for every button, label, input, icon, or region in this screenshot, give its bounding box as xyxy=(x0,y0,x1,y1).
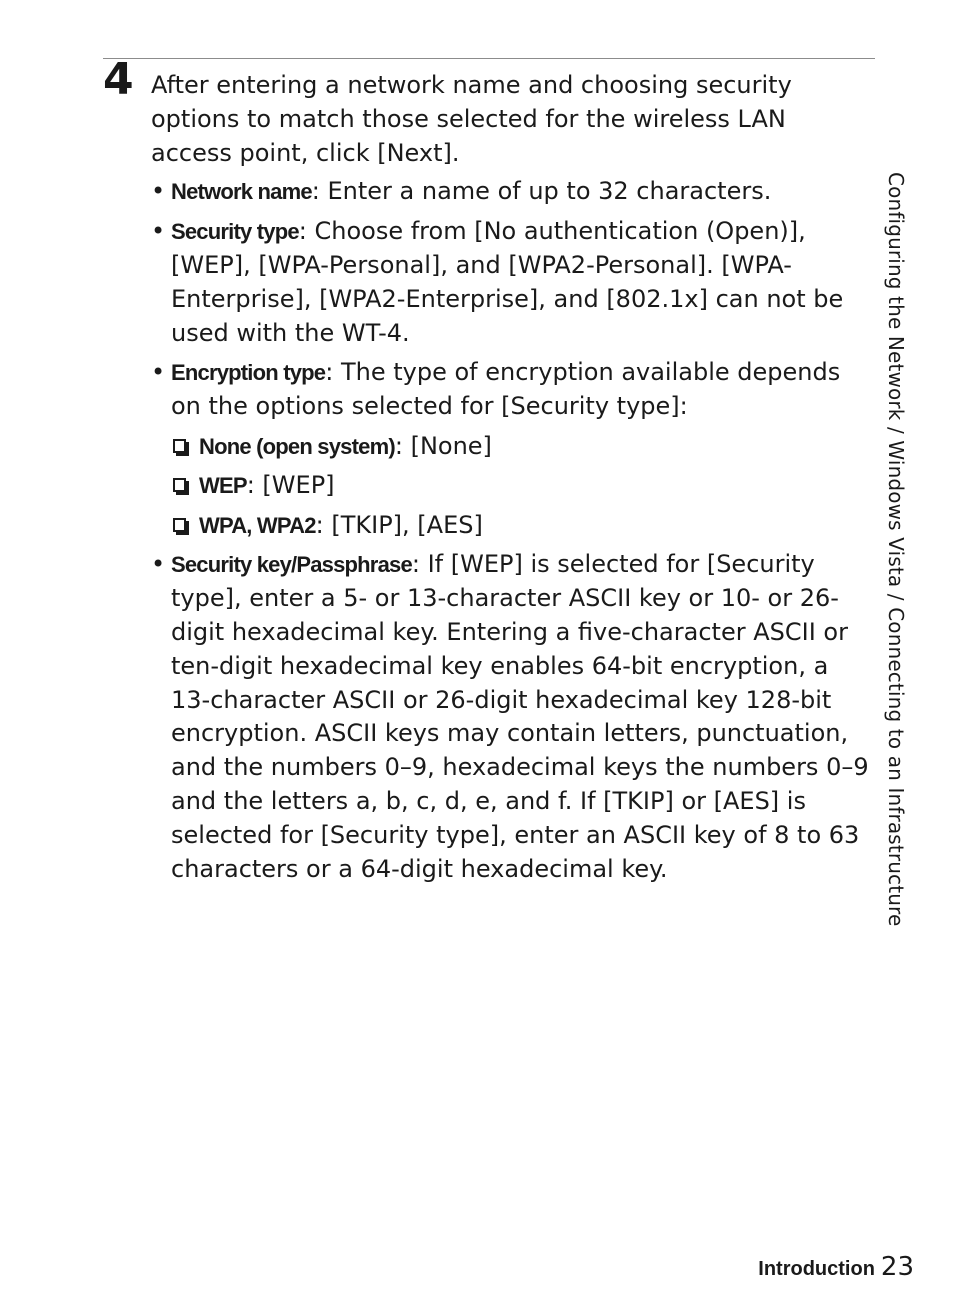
list-item-security-type xyxy=(151,215,873,350)
bullet-icon: • xyxy=(151,358,166,387)
checkbox-icon xyxy=(173,439,186,453)
header-rule xyxy=(103,58,875,59)
checkbox-icon xyxy=(173,478,186,492)
bullet-icon: • xyxy=(151,217,166,246)
option-term-wpa: WPA, WPA2 xyxy=(199,512,316,538)
bullet-icon: • xyxy=(151,177,166,206)
option-desc-wep: : [WEP] xyxy=(246,471,335,500)
step-content xyxy=(151,69,873,892)
list-item-encryption-type xyxy=(151,356,873,542)
page-number: 23 xyxy=(880,1252,914,1282)
option-wep xyxy=(171,469,873,503)
footer-section: Introduction xyxy=(758,1258,875,1280)
desc-encryption-type: : The type of encryption available depends on the options selected for [Security type]: xyxy=(171,358,841,421)
option-none xyxy=(171,430,873,464)
list-item-network-name xyxy=(151,175,873,209)
option-wpa xyxy=(171,509,873,543)
encryption-options-list xyxy=(171,430,873,542)
desc-security-type: : Choose from [No authentication (Open)], [WEP], [WPA-Personal], and [WPA2-Personal]. [WPA-Enterprise], [WPA2-Enterprise], and [802.1x] can not be used with the WT-4. xyxy=(171,217,844,347)
term-network-name: Network name xyxy=(171,179,312,205)
list-item-security-key xyxy=(151,548,873,886)
step-number: 4 xyxy=(103,54,134,105)
bullet-icon: • xyxy=(151,550,166,579)
desc-security-key: : If [WEP] is selected for [Security type], enter a 5- or 13-character ASCII key or 10- or 26-digit hexadecimal key. Entering a five-character ASCII or ten-digit hexadecimal key enables 64-bit encryption, a 13-character ASCII or 26-digit hexadecimal key 128-bit encryption. ASCII keys may contain letters, punctuation, and the numbers 0–9, hexadecimal keys the numbers 0–9 and the letters a, b, c, d, e, and f. If [TKIP] or [AES] is selected for [Security type], enter an ASCII key of 8 to 63 characters or a 64-digit hexadecimal key. xyxy=(171,550,869,883)
sidebar-breadcrumb: Configuring the Network / Windows Vista / Connecting to an Infrastructure xyxy=(884,172,908,927)
term-security-key: Security key/Passphrase xyxy=(171,552,412,578)
option-term-wep: WEP xyxy=(199,473,247,499)
page-footer xyxy=(758,1252,914,1282)
desc-network-name: : Enter a name of up to 32 characters. xyxy=(311,177,772,206)
option-desc-none: : [None] xyxy=(394,431,492,460)
checkbox-icon xyxy=(173,518,186,532)
option-desc-wpa: : [TKIP], [AES] xyxy=(315,510,483,539)
option-term-none: None (open system) xyxy=(199,433,395,459)
term-security-type: Security type xyxy=(171,219,299,245)
settings-list xyxy=(151,175,873,886)
step-intro: After entering a network name and choosing security options to match those selected for the wireless LAN access point, click [Next]. xyxy=(151,71,792,167)
term-encryption-type: Encryption type xyxy=(171,360,326,386)
